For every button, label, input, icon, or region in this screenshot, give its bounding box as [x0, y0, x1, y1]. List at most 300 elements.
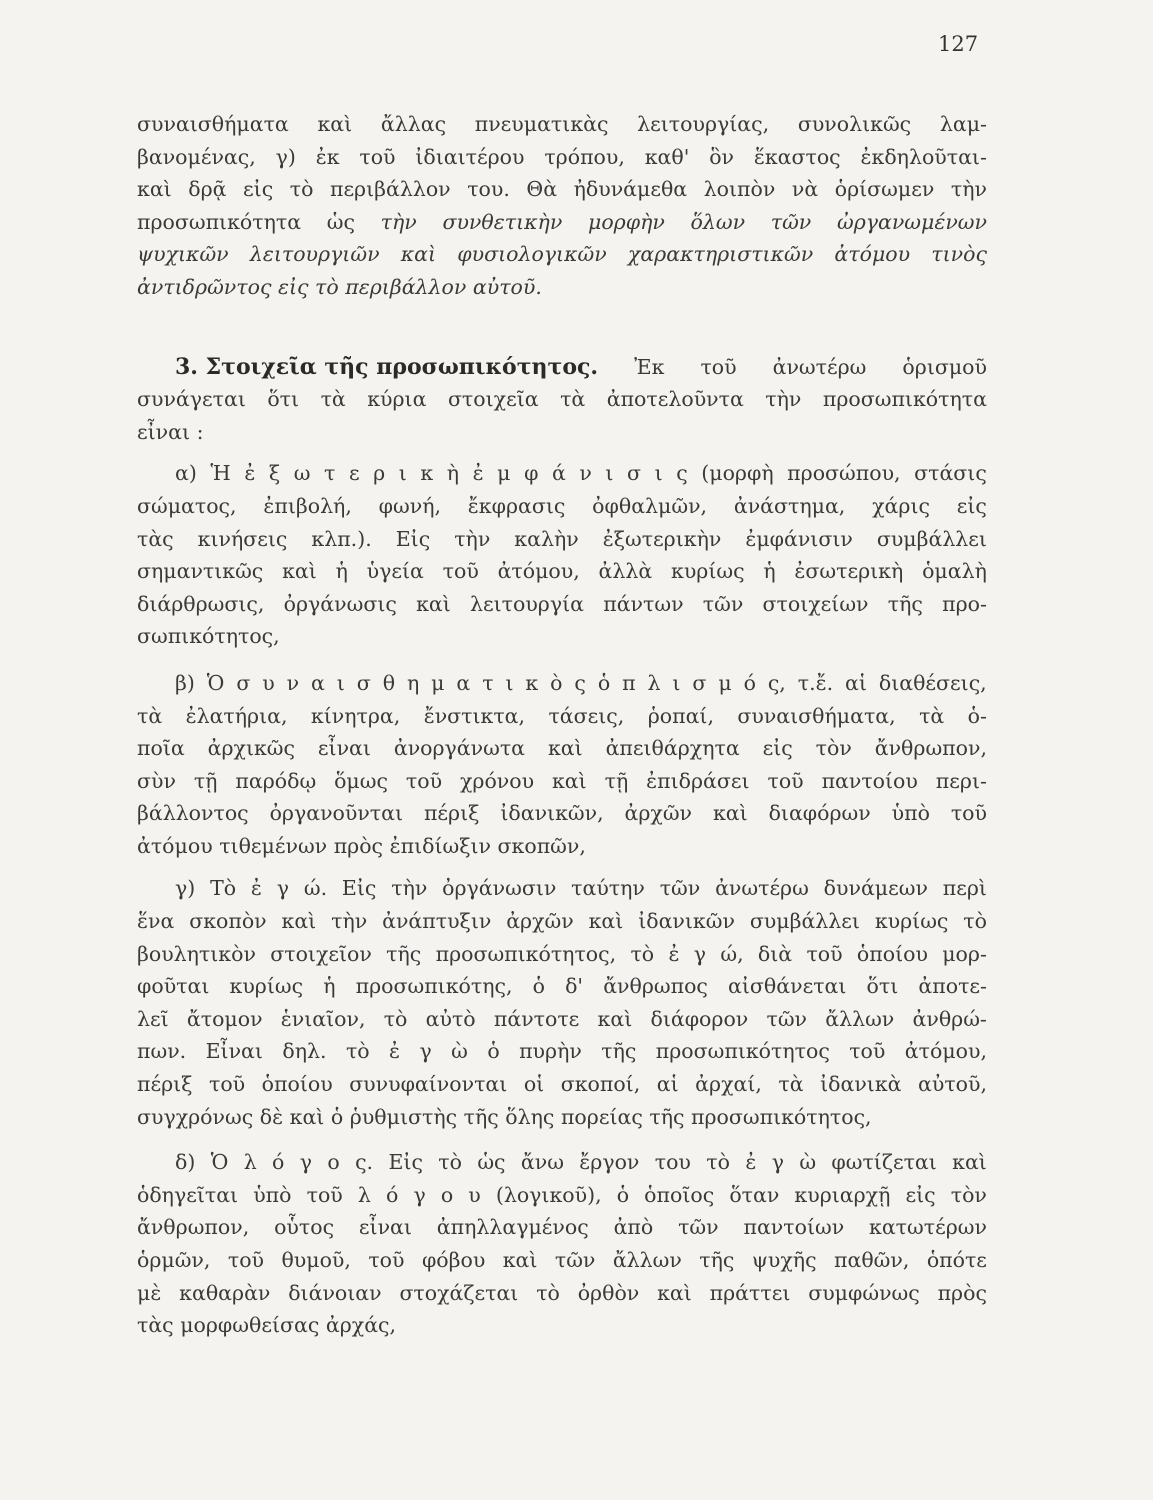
- word: περιβάλλον: [345, 274, 467, 299]
- text-line: [137, 830, 987, 863]
- text-line: [137, 1244, 987, 1277]
- word: γ: [771, 1150, 784, 1175]
- section-heading: 3. Στοιχεῖα τῆς προσωπικότητος.: [175, 353, 599, 380]
- text-line: [137, 383, 987, 416]
- word: β): [175, 670, 195, 695]
- word: θ: [382, 670, 396, 695]
- word: τὴν: [950, 177, 987, 202]
- word: τὰ: [919, 703, 945, 728]
- word: συμφώνως: [808, 1280, 920, 1305]
- word: τὸ: [383, 1006, 408, 1031]
- word: κ: [525, 670, 539, 695]
- word: τῆς: [887, 591, 923, 616]
- word: τὰ: [560, 387, 586, 412]
- word: στάσις: [914, 461, 987, 486]
- word: ὅλων: [690, 209, 746, 234]
- word: ἐλατήρια,: [185, 703, 288, 728]
- word: τὰς: [137, 1313, 174, 1338]
- word: ψυχικῶν: [137, 242, 229, 267]
- word: προ-: [942, 591, 987, 616]
- word: στοιχείων: [762, 591, 869, 616]
- word: διὰ: [757, 941, 793, 966]
- word: κίνητρα,: [310, 703, 401, 728]
- word: τοῦ: [767, 768, 804, 793]
- word: καὶ: [137, 177, 172, 202]
- word: ἄνω: [520, 1150, 564, 1175]
- text-line: [137, 1068, 987, 1101]
- word: γ): [275, 144, 296, 169]
- text-line: [137, 416, 987, 449]
- text-line: [137, 238, 987, 271]
- word: ι: [336, 670, 345, 695]
- word: τὸ: [536, 1280, 560, 1305]
- word: καὶ: [657, 1280, 692, 1305]
- word: υ: [468, 1182, 481, 1207]
- word: καλὴν: [514, 526, 579, 551]
- word: ὅλης: [505, 1104, 555, 1129]
- word: Εἶναι: [205, 1039, 263, 1064]
- word: ὁμαλὴ: [922, 559, 987, 584]
- word: τοῦ: [442, 559, 479, 584]
- word: ἀτόμου,: [497, 559, 580, 584]
- word: ὀργάνωσις: [283, 591, 397, 616]
- word: ἕνα: [137, 909, 175, 934]
- word: π: [622, 670, 636, 695]
- word: θυμοῦ,: [281, 1248, 351, 1272]
- word: λ: [243, 1150, 257, 1175]
- word: ὀρθὸν: [577, 1280, 640, 1305]
- word: ό: [272, 1150, 285, 1175]
- word: ς: [574, 670, 586, 695]
- word: ἑνιαῖον,: [280, 1006, 366, 1031]
- word: χρόνου: [459, 768, 535, 793]
- word: ὀργανοῦνται: [269, 801, 404, 826]
- word: ὁπότε: [926, 1248, 987, 1272]
- word: πνευματικὰς: [474, 112, 609, 136]
- word: ὠργανωμένων: [836, 209, 987, 234]
- word: ὁρισμοῦ: [902, 354, 987, 379]
- word: τῶν: [678, 1215, 719, 1240]
- word: πέριξ: [137, 1072, 193, 1097]
- word: καὶ: [712, 801, 748, 826]
- text-line: [137, 1003, 987, 1036]
- word: ῥυθμιστὴς: [349, 1104, 458, 1129]
- word: εἰς: [956, 493, 987, 518]
- word: ἠδυνάμεθα: [573, 177, 688, 202]
- word: ἀντιδρῶντος: [137, 274, 272, 299]
- word: ἀνθρώ-: [912, 1006, 987, 1031]
- word: παντοίου: [821, 768, 918, 793]
- text-line: [137, 555, 987, 588]
- word: εἶναι: [137, 419, 191, 444]
- word: προσωπικότητος: [655, 1039, 830, 1064]
- word: ὁρμῶν,: [137, 1248, 211, 1272]
- word: ἐμφάνισιν: [745, 526, 853, 551]
- word: ἐ: [745, 1150, 757, 1175]
- word: μ: [718, 670, 732, 695]
- word: πρὸς: [937, 1280, 987, 1305]
- word: (μορφὴ: [701, 461, 774, 486]
- word: ὑπὸ: [253, 1182, 292, 1207]
- word: φωνή,: [378, 493, 441, 518]
- word: Ὁ: [210, 1150, 229, 1175]
- word: τὸ: [630, 941, 655, 966]
- word: τοῦ: [806, 941, 843, 966]
- word: μορφὴν: [588, 209, 665, 234]
- word: σὺν: [137, 768, 176, 793]
- word: τὸ: [289, 177, 314, 202]
- word: ὁποίου: [261, 1072, 333, 1097]
- word: ὡς: [326, 209, 355, 234]
- word: ὁ: [330, 1104, 344, 1129]
- word: αὐτοῦ,: [918, 1072, 987, 1097]
- word: οὗτος: [274, 1215, 335, 1240]
- word: προσωπικότης,: [355, 974, 513, 999]
- word: προσωπικότητα: [822, 387, 987, 412]
- word: κυριαρχῇ: [794, 1182, 891, 1207]
- word: καθαρὰν: [179, 1280, 271, 1305]
- word: ῥοπαί,: [647, 703, 714, 728]
- word: ὁποίου: [856, 941, 928, 966]
- word: α): [175, 461, 197, 486]
- word: ὅμως: [334, 768, 388, 793]
- word: Εἰς: [341, 876, 377, 901]
- word: ἰδανικῶν,: [500, 801, 604, 826]
- word: πρὸς: [333, 833, 384, 858]
- word: τινὸς: [931, 242, 987, 267]
- word: ὅτι: [866, 974, 899, 999]
- word: συναισθήματα: [137, 112, 289, 136]
- word: τῇ: [193, 768, 218, 793]
- word: τῆς: [649, 1104, 685, 1129]
- word: εἶναι: [358, 1215, 412, 1240]
- word: διάφορον: [650, 1006, 749, 1031]
- word: συμβάλλει: [876, 526, 987, 551]
- word: τὴν: [380, 209, 417, 234]
- word: νὰ: [791, 177, 819, 202]
- word: κλπ.).: [311, 526, 372, 551]
- word: ὅταν: [729, 1182, 780, 1207]
- word: ἄνθρωπος: [603, 974, 708, 999]
- word: τὸν: [815, 736, 852, 761]
- word: καὶ: [416, 591, 451, 616]
- text-line: [137, 938, 987, 971]
- word: καὶ: [551, 768, 587, 793]
- word: δ': [565, 974, 584, 999]
- word: ο: [440, 1182, 454, 1207]
- word: τοῦ: [700, 354, 737, 379]
- word: ὸ: [550, 670, 563, 695]
- word: καὶ: [317, 112, 353, 136]
- word: εἰς: [243, 177, 274, 202]
- word: ἕκαστος: [753, 144, 841, 169]
- word: ἐ: [389, 1039, 401, 1064]
- word: αὐτοῦ.: [472, 274, 542, 299]
- word: ἄλλας: [380, 112, 447, 136]
- word: δὲ: [259, 1104, 284, 1129]
- word: τῆς: [699, 1248, 735, 1272]
- word: ι: [505, 670, 514, 695]
- word: ω: [293, 461, 311, 486]
- text-line: [137, 1101, 987, 1134]
- word: πέριξ: [423, 801, 480, 826]
- word: διαθέσεις,: [878, 670, 987, 695]
- word: τὰ: [320, 387, 346, 412]
- word: ὁδηγεῖται: [137, 1182, 239, 1207]
- word: ἀρχῶν: [624, 801, 693, 826]
- word: περι-: [935, 768, 987, 793]
- word: ὁρίσωμεν: [834, 177, 935, 202]
- word: στοιχεῖα: [447, 387, 539, 412]
- word: φόβου: [421, 1248, 486, 1272]
- word: ἀπὸ: [613, 1215, 654, 1240]
- word: πυρὴν: [519, 1039, 582, 1064]
- word: Ἐκ: [634, 354, 665, 379]
- text-line: [137, 1277, 987, 1310]
- word: προσώπου,: [787, 461, 901, 486]
- body-text: [137, 108, 987, 1342]
- word: καὶ: [547, 736, 583, 761]
- word: ἐ: [244, 461, 256, 486]
- word: ς: [676, 461, 688, 486]
- word: :: [196, 419, 204, 444]
- word: ἔνστικτα,: [423, 703, 526, 728]
- word: τρόπου,: [544, 144, 625, 169]
- word: ς,: [767, 670, 786, 695]
- text-line: [137, 732, 987, 765]
- word: ἐξωτερικὴν: [602, 526, 722, 551]
- word: ο: [327, 1150, 340, 1175]
- word: διάνοιαν: [288, 1280, 382, 1305]
- word: ἀτόμου: [137, 833, 213, 858]
- text-line: [137, 523, 987, 556]
- word: μορ-: [942, 941, 987, 966]
- text-line: [137, 970, 987, 1003]
- word: ἀποτελοῦντα: [606, 387, 744, 412]
- word: πων.: [137, 1039, 187, 1064]
- word: φοῦται: [137, 974, 210, 999]
- word: πάντοτε: [493, 1006, 580, 1031]
- word: ξ: [268, 461, 281, 486]
- word: παντοίων: [743, 1215, 845, 1240]
- word: τοῦ: [950, 801, 987, 826]
- word: ἀνοργάνωτα: [393, 736, 526, 761]
- text-line: [137, 1309, 987, 1342]
- word: στοιχεῖον: [270, 941, 372, 966]
- text-line: [137, 700, 987, 733]
- word: τῇ: [604, 768, 629, 793]
- word: σ: [236, 670, 251, 695]
- word: τοῦ: [359, 144, 396, 169]
- word: ὁ: [532, 974, 545, 999]
- word: ώ.: [303, 876, 328, 901]
- word: οἱ: [523, 1072, 545, 1097]
- word: ὀφθαλμῶν,: [592, 493, 708, 518]
- word: τῶν: [659, 876, 701, 901]
- text-line: [137, 1211, 987, 1244]
- word: ὅτι: [267, 387, 300, 412]
- word: λειτουργία: [470, 591, 584, 616]
- word: ἐκ: [315, 144, 340, 169]
- word: ἀπηλλαγμένος: [436, 1215, 589, 1240]
- word: ἀνάπτυξιν: [382, 909, 492, 934]
- word: ὁ: [597, 670, 611, 695]
- word: σώματος,: [137, 493, 237, 518]
- word: ἐπιβολή,: [263, 493, 352, 518]
- word: λ: [357, 1182, 371, 1207]
- word: κυρίως: [229, 974, 304, 999]
- word: υ: [262, 670, 275, 695]
- word: ἰδανικὰ: [820, 1072, 902, 1097]
- word: βανομένας,: [137, 144, 256, 169]
- text-line: [137, 620, 987, 653]
- word: παθῶν,: [834, 1248, 910, 1272]
- word: τ: [482, 670, 494, 695]
- word: γ: [413, 1182, 426, 1207]
- word: ἀρχῶν: [506, 909, 574, 934]
- word: κυρίως: [874, 909, 949, 934]
- word: ἐκδηλοῦται-: [860, 144, 987, 169]
- word: ι: [398, 461, 407, 486]
- word: ἰδανικῶν: [638, 909, 735, 934]
- word: λαμ-: [939, 112, 987, 136]
- word: εἶναι: [317, 736, 371, 761]
- word: ὼ: [799, 1150, 817, 1175]
- word: προσωπικότητος,: [691, 1104, 872, 1129]
- word: ά: [551, 461, 566, 486]
- word: ἄλλων: [612, 1248, 682, 1272]
- word: χαρακτηριστικῶν: [627, 242, 814, 267]
- word: συνάγεται: [137, 387, 246, 412]
- word: ι: [605, 461, 614, 486]
- word: ι: [654, 461, 663, 486]
- word: μ: [497, 461, 511, 486]
- word: βάλλοντος: [137, 801, 249, 826]
- word: ἀνωτέρω: [715, 876, 809, 901]
- word: Ὁ: [206, 670, 225, 695]
- word: προσωπικότητα: [137, 209, 302, 234]
- word: η: [406, 670, 420, 695]
- word: περιβάλλον: [329, 177, 451, 202]
- word: ὃν: [709, 144, 734, 169]
- word: γ): [175, 876, 196, 901]
- word: σκοπῶν,: [497, 833, 586, 858]
- word: στοχάζεται: [399, 1280, 519, 1305]
- word: σ: [627, 461, 642, 486]
- word: καθ': [644, 144, 690, 169]
- word: ἀλλὰ: [598, 559, 653, 584]
- word: τοῦ: [209, 1072, 246, 1097]
- word: τοῦ: [405, 768, 443, 793]
- word: συνθετικὴν: [442, 209, 563, 234]
- word: φωτίζεται: [831, 1150, 937, 1175]
- word: αἱ: [656, 1072, 679, 1097]
- word: προσωπικότητος,: [435, 941, 617, 966]
- word: λεῖ: [137, 1006, 169, 1031]
- word: γ: [299, 1150, 313, 1175]
- word: ἔκφρασις: [467, 493, 566, 518]
- text-line: [137, 765, 987, 798]
- word: πάντων: [603, 591, 684, 616]
- word: γ: [276, 876, 290, 901]
- word: ε: [348, 461, 360, 486]
- word: τῶν: [702, 591, 744, 616]
- word: Τὸ: [210, 876, 237, 901]
- word: διαφόρων: [768, 801, 871, 826]
- word: σημαντικῶς: [137, 559, 264, 584]
- word: τοῦ: [306, 1182, 343, 1207]
- word: τ.ἔ.: [797, 670, 834, 695]
- word: καὶ: [281, 909, 317, 934]
- word: ἀτόμου: [834, 242, 911, 267]
- word: φυσιολογικῶν: [457, 242, 607, 267]
- word: καὶ: [952, 1150, 987, 1175]
- word: καὶ: [502, 1248, 538, 1272]
- text-line: [137, 490, 987, 523]
- word: μ: [431, 670, 445, 695]
- word: εἰς: [762, 736, 793, 761]
- word: συνολικῶς: [797, 112, 912, 136]
- word: ἐ: [668, 941, 680, 966]
- word: δρᾷ: [188, 177, 227, 202]
- word: ν: [286, 670, 300, 695]
- word: κύρια: [367, 387, 427, 412]
- word: ἐπιδίωξιν: [389, 833, 491, 858]
- word: καὶ: [282, 559, 317, 584]
- text-line: [137, 588, 987, 621]
- word: ἡ: [323, 974, 336, 999]
- word: πράττει: [709, 1280, 791, 1305]
- word: ἐπιδράσει: [646, 768, 750, 793]
- word: λειτουργιῶν: [249, 242, 380, 267]
- word: του.: [467, 177, 510, 202]
- word: τὴν: [331, 909, 368, 934]
- word: καὶ: [597, 1006, 633, 1031]
- text-line: [137, 173, 987, 206]
- word: ποῖα: [137, 736, 185, 761]
- word: ἀνάστημα,: [733, 493, 846, 518]
- word: ώ,: [720, 941, 744, 966]
- word: λειτουργίας,: [637, 112, 770, 136]
- word: τῆς: [386, 941, 422, 966]
- text-line: [137, 872, 987, 905]
- word: τὰ: [778, 1072, 804, 1097]
- word: ἀνωτέρω: [772, 354, 867, 379]
- word: Εἰς: [388, 1150, 423, 1175]
- word: α: [456, 670, 471, 695]
- word: τοῦ: [227, 1248, 265, 1272]
- word: ἀρχάς,: [325, 1313, 397, 1338]
- word: ὁποῖος: [644, 1182, 715, 1207]
- word: τιθεμένων: [219, 833, 328, 858]
- word: ἄνθρωπον,: [874, 736, 987, 761]
- word: τῶν: [554, 1248, 596, 1272]
- word: αἰσθάνεται: [728, 974, 847, 999]
- word: αὐτὸ: [425, 1006, 476, 1031]
- word: ὁ-: [967, 703, 987, 728]
- word: ό: [743, 670, 756, 695]
- word: τοῦ: [849, 1039, 886, 1064]
- word: τὸν: [950, 1182, 987, 1207]
- word: ς.: [355, 1150, 374, 1175]
- word: λοιπὸν: [703, 177, 776, 202]
- word: τὴν: [765, 387, 802, 412]
- word: δ): [175, 1150, 196, 1175]
- text-line: [137, 108, 987, 141]
- word: σκοποί,: [560, 1072, 641, 1097]
- word: λ: [647, 670, 661, 695]
- word: σ: [692, 670, 707, 695]
